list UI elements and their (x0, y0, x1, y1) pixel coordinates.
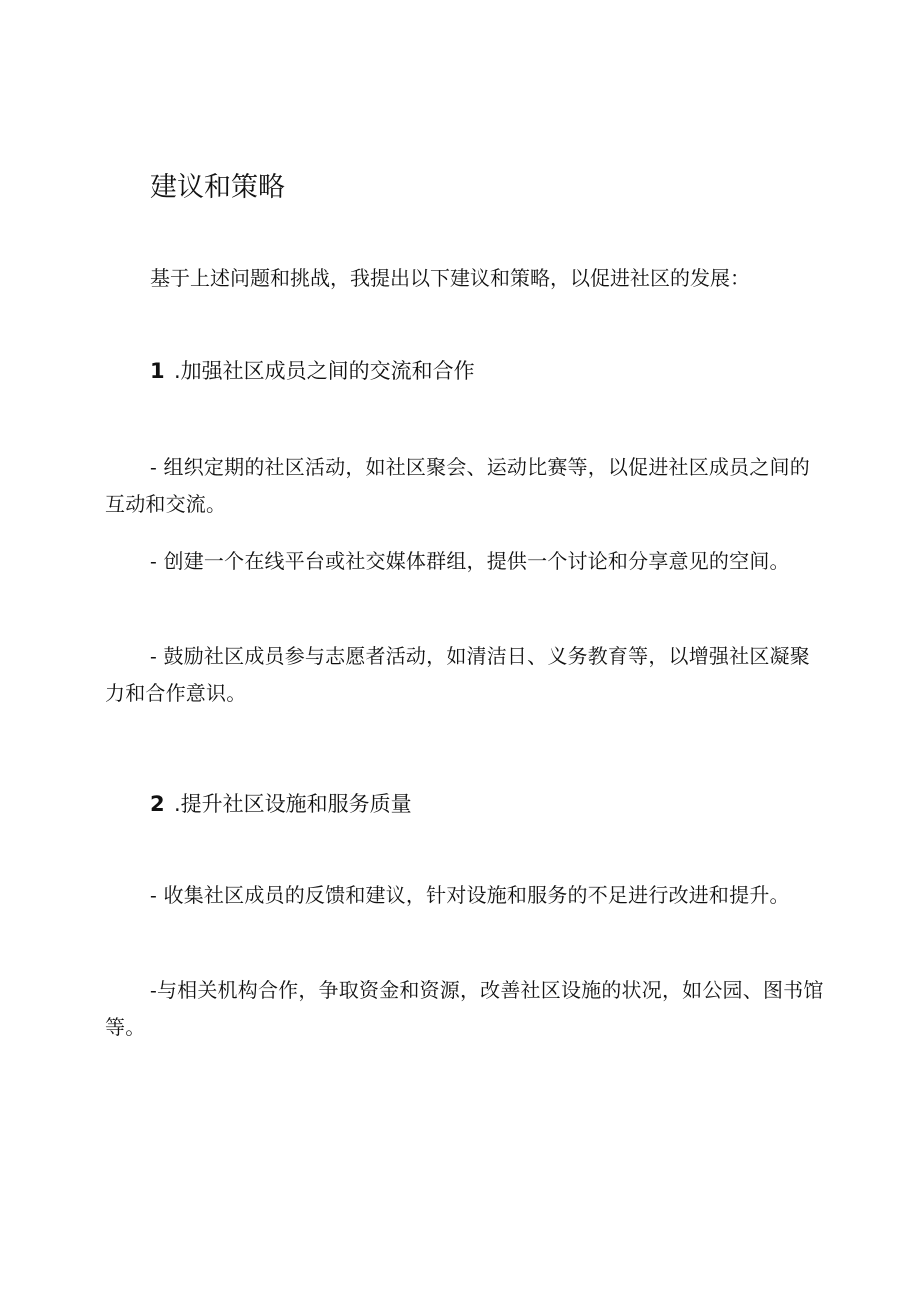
intro-paragraph: 基于上述问题和挑战，我提出以下建议和策略，以促进社区的发展： (150, 266, 750, 290)
section-title: .加强社区成员之间的交流和合作 (174, 359, 475, 383)
section-heading-1 (150, 353, 475, 389)
bullet-item: - 组织定期的社区活动，如社区聚会、运动比赛等，以促进社区成员之间的互动和交流。 (105, 455, 810, 516)
section-number: 2 (150, 792, 165, 816)
bullet-item: - 鼓励社区成员参与志愿者活动，如清洁日、义务教育等，以增强社区凝聚力和合作意识。 (105, 644, 810, 705)
section-title: .提升社区设施和服务质量 (174, 792, 412, 816)
document-title: 建议和策略 (150, 172, 285, 203)
bullet-item: - 收集社区成员的反馈和建议，针对设施和服务的不足进行改进和提升。 (150, 883, 790, 907)
bullet-item: -与相关机构合作，争取资金和资源，改善社区设施的状况，如公园、图书馆等。 (105, 978, 824, 1039)
bullet-item: - 创建一个在线平台或社交媒体群组，提供一个讨论和分享意见的空间。 (150, 549, 790, 573)
section-number: 1 (150, 359, 165, 383)
section-heading-2 (150, 786, 412, 822)
